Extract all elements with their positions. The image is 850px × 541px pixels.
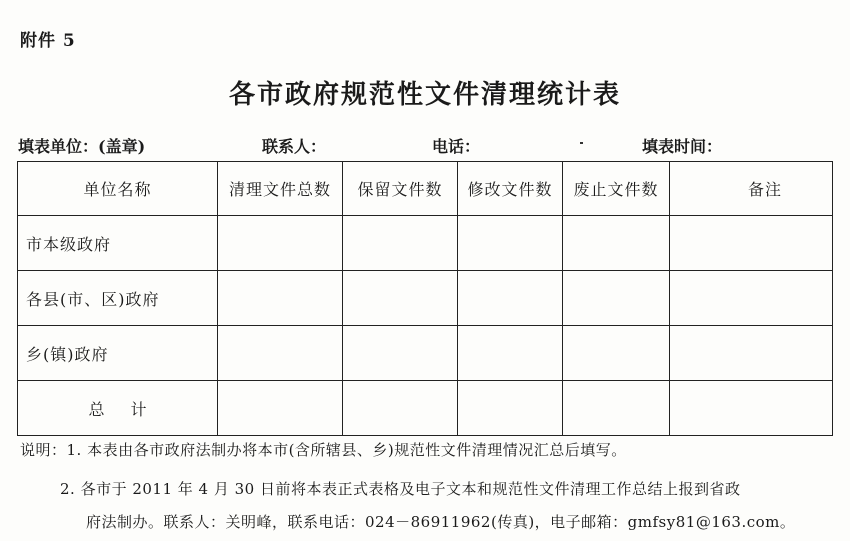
cell-empty[interactable] bbox=[458, 326, 563, 381]
header-remarks: 备注 bbox=[670, 162, 833, 216]
row-name-total: 总计 bbox=[18, 381, 218, 436]
cell-empty[interactable] bbox=[343, 326, 458, 381]
cell-empty[interactable] bbox=[218, 216, 343, 271]
cell-empty[interactable] bbox=[343, 271, 458, 326]
cell-empty[interactable] bbox=[458, 381, 563, 436]
header-total-files: 清理文件总数 bbox=[218, 162, 343, 216]
cell-empty[interactable] bbox=[218, 326, 343, 381]
table-row bbox=[18, 326, 833, 381]
table-header-row bbox=[18, 162, 833, 216]
cell-empty[interactable] bbox=[563, 381, 670, 436]
cell-empty[interactable] bbox=[343, 216, 458, 271]
statistics-table bbox=[17, 161, 833, 436]
row-name-township: 乡(镇)政府 bbox=[18, 326, 218, 381]
cell-empty[interactable] bbox=[563, 271, 670, 326]
cell-empty[interactable] bbox=[563, 326, 670, 381]
attachment-label: 附件 5 bbox=[20, 31, 76, 51]
table-row bbox=[18, 271, 833, 326]
scan-speck bbox=[580, 142, 583, 144]
note-line-1: 说明：1. 本表由各市政府法制办将本市(含所辖县、乡)规范性文件清理情况汇总后填写。 bbox=[20, 441, 627, 459]
cell-empty[interactable] bbox=[670, 216, 833, 271]
fill-phone-label: 电话： bbox=[432, 137, 481, 156]
fill-unit-label: 填表单位：(盖章) bbox=[18, 137, 146, 156]
row-name-city: 市本级政府 bbox=[18, 216, 218, 271]
cell-empty[interactable] bbox=[670, 271, 833, 326]
cell-empty[interactable] bbox=[458, 216, 563, 271]
table-row bbox=[18, 216, 833, 271]
table-row bbox=[18, 381, 833, 436]
cell-empty[interactable] bbox=[218, 271, 343, 326]
cell-empty[interactable] bbox=[670, 326, 833, 381]
header-retained-files: 保留文件数 bbox=[343, 162, 458, 216]
cell-empty[interactable] bbox=[218, 381, 343, 436]
cell-empty[interactable] bbox=[343, 381, 458, 436]
note-line-3: 府法制办。联系人：关明峰，联系电话：024－86911962(传真)，电子邮箱：gmfsy81@163.com。 bbox=[86, 513, 796, 531]
cell-empty[interactable] bbox=[670, 381, 833, 436]
page-title: 各市政府规范性文件清理统计表 bbox=[228, 80, 621, 110]
cell-empty[interactable] bbox=[458, 271, 563, 326]
header-abolished-files: 废止文件数 bbox=[563, 162, 670, 216]
note-line-2: 2. 各市于 2011 年 4 月 30 日前将本表正式表格及电子文本和规范性文件清理工作总结上报到省政 bbox=[60, 480, 741, 498]
fill-contact-label: 联系人： bbox=[262, 137, 327, 156]
cell-empty[interactable] bbox=[563, 216, 670, 271]
fill-fields-row bbox=[0, 134, 850, 158]
header-modified-files: 修改文件数 bbox=[458, 162, 563, 216]
row-name-county: 各县(市、区)政府 bbox=[18, 271, 218, 326]
fill-time-label: 填表时间： bbox=[642, 137, 723, 156]
header-unit-name: 单位名称 bbox=[18, 162, 218, 216]
